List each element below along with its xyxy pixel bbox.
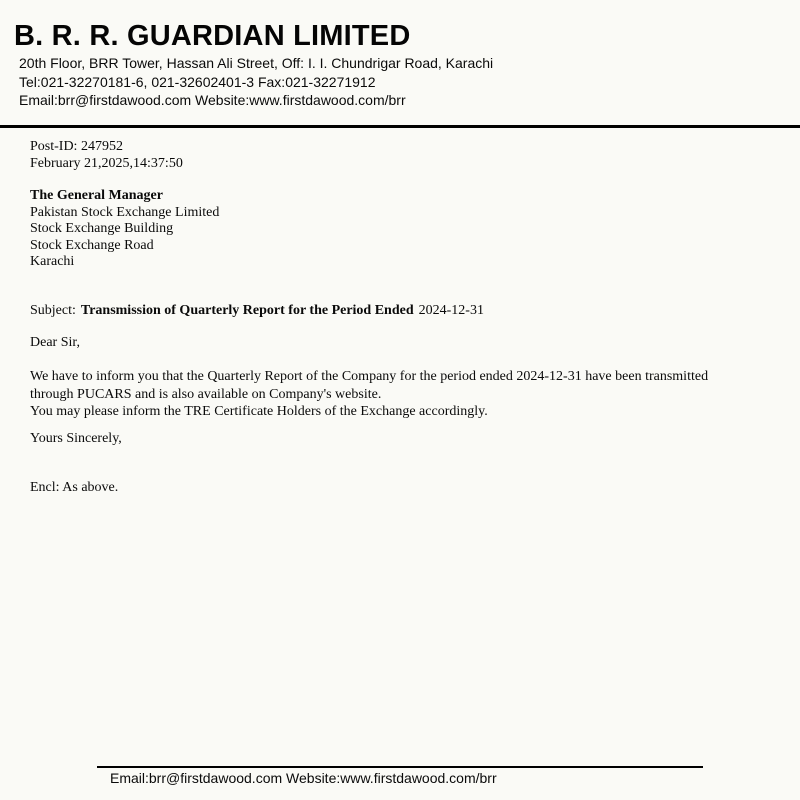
footer-contact-line: Email:brr@firstdawood.com Website:www.firstdawood.com/brr: [110, 770, 497, 786]
closing: Yours Sincerely,: [30, 431, 122, 446]
subject-period-date: 2024-12-31: [418, 303, 484, 318]
recipient-address-line: Karachi: [30, 254, 75, 269]
post-meta: [30, 139, 183, 172]
letterhead-address-line: 20th Floor, BRR Tower, Hassan Ali Street, Off: I. I. Chundrigar Road, Karachi: [19, 55, 494, 71]
letterhead-details: [14, 52, 790, 110]
recipient-address-line: Stock Exchange Building: [30, 221, 174, 236]
letterhead-contact-line: Email:brr@firstdawood.com Website:www.firstdawood.com/brr: [19, 92, 406, 108]
company-name: B. R. R. GUARDIAN LIMITED: [14, 20, 411, 52]
body-line: through PUCARS and is also available on Company's website.: [30, 386, 382, 402]
body-line: We have to inform you that the Quarterly Report of the Company for the period ended 2024-12-31 have been transmitted: [30, 369, 709, 384]
recipient-address-block: [30, 188, 219, 271]
footer-divider: [97, 766, 703, 768]
post-id: Post-ID: 247952: [30, 139, 123, 154]
salutation: Dear Sir,: [30, 335, 80, 350]
enclosure-note: Encl: As above.: [30, 480, 119, 495]
post-timestamp: February 21,2025,14:37:50: [30, 155, 183, 171]
recipient-address-line: Stock Exchange Road: [30, 237, 154, 253]
recipient-name: The General Manager: [30, 188, 163, 203]
letterhead: [14, 20, 790, 110]
header-divider: [0, 125, 800, 128]
letter-body-paragraph: [30, 368, 780, 421]
recipient-address-line: Pakistan Stock Exchange Limited: [30, 204, 220, 220]
subject-line: [30, 303, 484, 320]
subject-label: Subject:: [30, 303, 76, 318]
subject-title: Transmission of Quarterly Report for the Period Ended: [80, 303, 414, 318]
body-line: You may please inform the TRE Certificate Holders of the Exchange accordingly.: [30, 404, 488, 419]
letterhead-phone-line: Tel:021-32270181-6, 021-32602401-3 Fax:021-32271912: [19, 73, 376, 90]
